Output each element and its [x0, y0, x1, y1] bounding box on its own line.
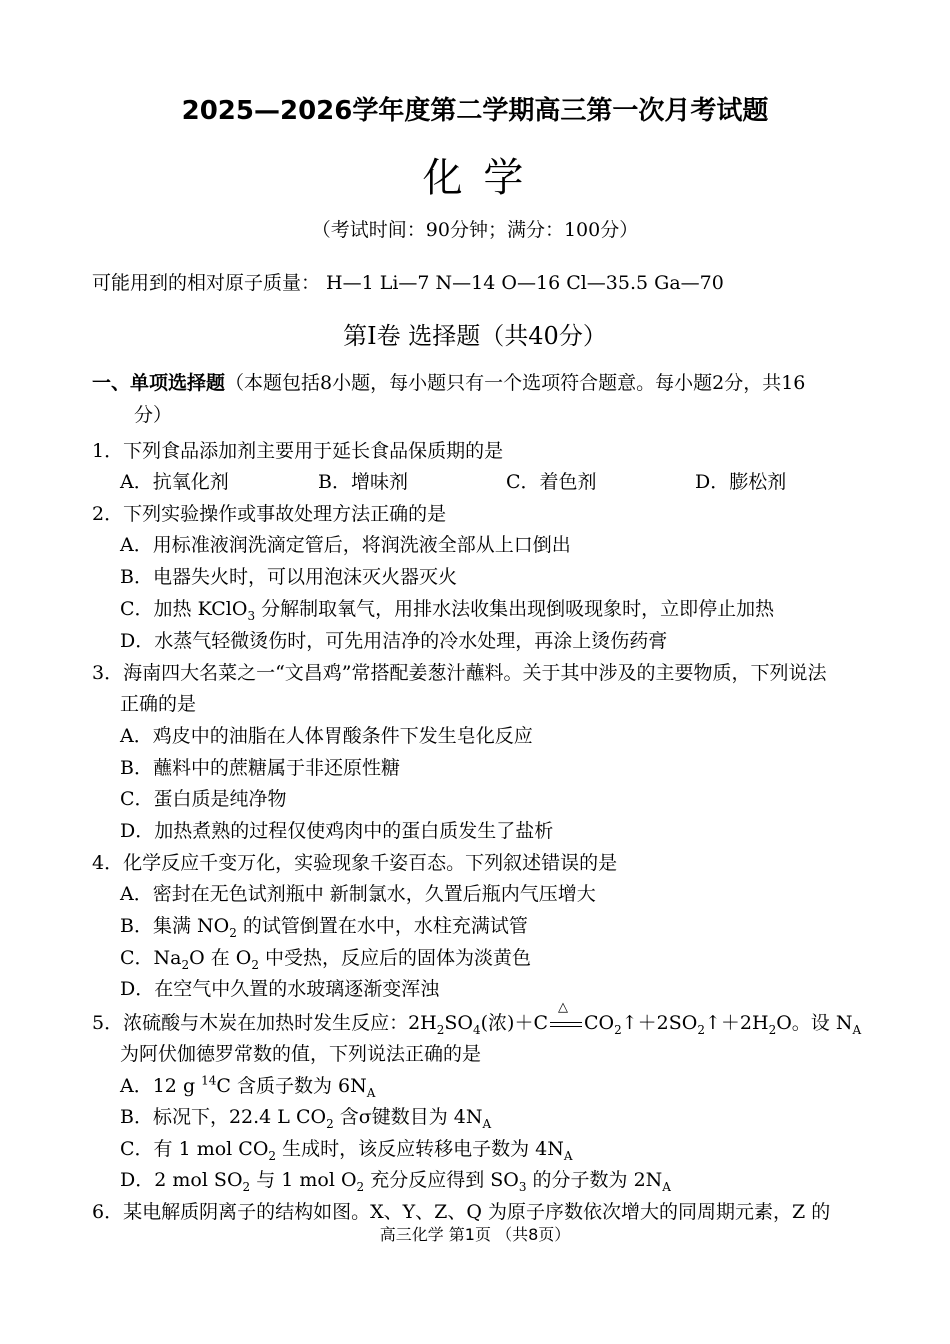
subject-title: 化 学: [422, 155, 528, 201]
exam-info: （考试时间：90分钟；满分：100分）: [311, 219, 639, 241]
q3-stem: 3．海南四大名菜之一“文昌鸡”常搭配姜葱汁蘸料。关于其中涉及的主要物质，下列说法: [92, 662, 827, 684]
q4-stem: 4．化学反应千变万化，实验现象千姿百态。下列叙述错误的是: [92, 852, 618, 874]
q2-stem: 2．下列实验操作或事故处理方法正确的是: [92, 503, 447, 525]
part-description-cont: 分）: [134, 404, 173, 426]
q1-option-b: B．增味剂: [318, 471, 408, 493]
q1-option-c: C．着色剂: [506, 471, 597, 493]
q2-option-c: C．加热 KClO$_3$ 分解制取氧气，用排水法收集出现倒吸现象时，立即停止加热: [120, 598, 775, 623]
q3-option-c: C．蛋白质是纯净物: [120, 788, 287, 810]
q4-option-b: B．集满 $NO_2$ 的试管倒置在水中，水柱充满试管: [120, 915, 528, 940]
q3-option-b: B．蘸料中的蔗糖属于非还原性糖: [120, 757, 400, 779]
q1-option-a: A．抗氧化剂: [120, 471, 229, 493]
q2-option-b: B．电器失火时，可以用泡沫灭火器灭火: [120, 566, 457, 588]
exam-title: 2025—2026学年度第二学期高三第一次月考试题: [181, 96, 769, 126]
atomic-masses: 可能用到的相对原子质量： H—1 Li—7 N—14 O—16 Cl—35.5 Ga—70: [92, 272, 724, 294]
q5-option-c: C．有 1 mol $CO_2$ 生成时，该反应转移电子数为 $4N_A$: [120, 1138, 573, 1163]
q5-stem-cont: 为阿伏伽德罗常数的值，下列说法正确的是: [120, 1043, 482, 1065]
q4-option-c: C．$Na_2O$ 在 $O_2$ 中受热，反应后的固体为淡黄色: [120, 947, 532, 972]
q5-option-b: B．标况下，22.4 L $CO_2$ 含σ键数目为 $4N_A$: [120, 1106, 492, 1131]
q2-option-a: A．用标准液润洗滴定管后，将润洗液全部从上口倒出: [120, 534, 571, 556]
q3-stem-cont: 正确的是: [120, 693, 197, 715]
q1-stem: 1．下列食品添加剂主要用于延长食品保质期的是: [92, 440, 504, 462]
q2-option-d: D．水蒸气轻微烫伤时，可先用洁净的冷水处理，再涂上烫伤药膏: [120, 630, 668, 652]
q4-option-d: D．在空气中久置的水玻璃逐渐变浑浊: [120, 978, 440, 1000]
heating-condition-sign: △: [548, 1012, 584, 1034]
part-heading: [92, 368, 805, 395]
q3-option-a: A．鸡皮中的油脂在人体胃酸条件下发生皂化反应: [120, 725, 533, 747]
q4-option-a: A．密封在无色试剂瓶中 新制氯水，久置后瓶内气压增大: [120, 883, 596, 905]
q5-stem: 5．浓硫酸与木炭在加热时发生反应：$2H_2SO_4$(浓)＋C △ $CO_2↑+2SO_2↑+2H_2O$。设 $N_A$: [92, 1000, 862, 1037]
page-footer: 高三化学 第1页 （共8页）: [379, 1225, 571, 1244]
q5-option-d: D．2 mol $SO_2$ 与 1 mol $O_2$ 充分反应得到 $SO_3$ 的分子数为 $2N_A$: [120, 1169, 671, 1194]
part-description: （本题包括8小题，每小题只有一个选项符合题意。每小题2分，共16: [225, 372, 806, 394]
section-title: 第Ⅰ卷 选择题（共40分）: [343, 322, 607, 350]
q1-option-d: D．膨松剂: [695, 471, 787, 493]
q3-option-d: D．加热煮熟的过程仅使鸡肉中的蛋白质发生了盐析: [120, 820, 554, 842]
part-label: 一、单项选择题: [92, 372, 226, 394]
q5-option-a: A．12 g $^{14}$C 含质子数为 $6N_A$: [120, 1073, 376, 1100]
q6-stem: 6．某电解质阴离子的结构如图。X、Y、Z、Q 为原子序数依次增大的同周期元素，Z 的: [92, 1201, 831, 1223]
